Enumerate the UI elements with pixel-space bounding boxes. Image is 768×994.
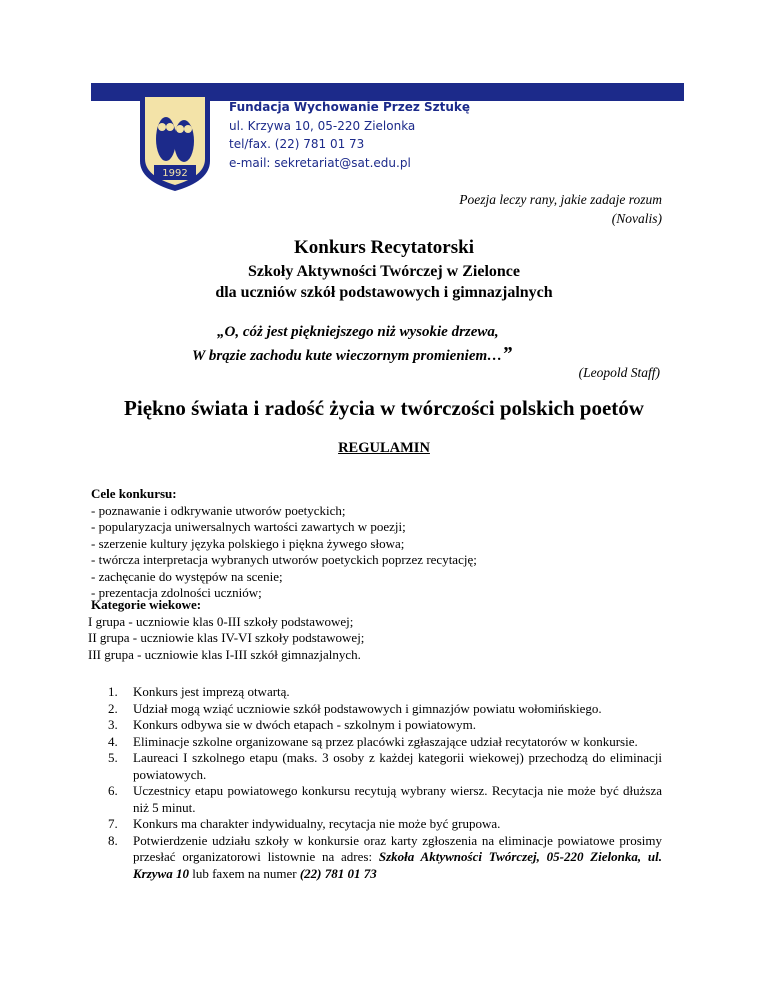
fax-number: (22) 781 01 73 bbox=[299, 865, 377, 881]
goal-item: - zachęcanie do występów na scenie; bbox=[91, 568, 283, 584]
quote-author: (Leopold Staff) bbox=[578, 365, 660, 380]
rule-item bbox=[108, 701, 662, 718]
goal-item: - szerzenie kultury języka polskiego i piękna żywego słowa; bbox=[91, 535, 405, 551]
rule-number: 8. bbox=[108, 832, 118, 848]
rule-number: 4. bbox=[108, 733, 118, 749]
rule-text: Konkurs odbywa sie w dwóch etapach - szkolnym i powiatowym. bbox=[133, 717, 476, 732]
rule-text: Uczestnicy etapu powiatowego konkursu recytują wybrany wiersz. Recytacja nie może być dłuższa niż 5 minut. bbox=[133, 783, 662, 815]
goal-item: - prezentacja zdolności uczniów; bbox=[91, 585, 262, 600]
goal-item: - poznawanie i odkrywanie utworów poetyckich; bbox=[91, 502, 346, 518]
org-phone: tel/fax. (22) 781 01 73 bbox=[229, 137, 365, 151]
subtitle-line-1: Szkoły Aktywności Twórczej w Zielonce bbox=[248, 263, 520, 280]
quote-close-mark: ” bbox=[502, 343, 513, 365]
quote-line-2: W brązie zachodu kute wieczornym promieniem… bbox=[192, 348, 503, 364]
logo-year: 1992 bbox=[162, 168, 188, 179]
rule-item bbox=[108, 717, 662, 734]
rule-item bbox=[108, 783, 662, 816]
foundation-logo bbox=[136, 91, 214, 193]
poem-quote bbox=[192, 321, 512, 367]
contest-subtitle bbox=[0, 262, 768, 303]
org-name: Fundacja Wychowanie Przez Sztukę bbox=[229, 100, 471, 114]
rule-number: 3. bbox=[108, 717, 118, 732]
goal-item: - popularyzacja uniwersalnych wartości zawartych w poezji; bbox=[91, 519, 406, 534]
rule-item bbox=[108, 750, 662, 783]
regulations-heading: REGULAMIN bbox=[338, 440, 430, 456]
school-address: Szkoła Aktywności Twórczej, 05-220 Zielonka, ul. Krzywa 10 bbox=[133, 849, 663, 881]
rule-text-mid: lub faxem na numer bbox=[188, 865, 300, 881]
contest-title: Konkurs Recytatorski bbox=[294, 237, 474, 258]
rule-text: Konkurs ma charakter indywidualny, recytacja nie może być grupowa. bbox=[133, 816, 501, 831]
category-item: I grupa - uczniowie klas 0-III szkoły podstawowej; bbox=[88, 613, 354, 629]
category-item: III grupa - uczniowie klas I-III szkół gimnazjalnych. bbox=[88, 646, 361, 662]
rule-number: 2. bbox=[108, 700, 118, 716]
organization-info bbox=[229, 98, 470, 172]
rule-text: Eliminacje szkolne organizowane są przez placówki zgłaszające udział recytatorów w konkursie. bbox=[133, 733, 638, 749]
quote-line-1: „O, cóż jest piękniejszego niż wysokie drzewa, bbox=[217, 324, 499, 340]
rule-number: 6. bbox=[108, 783, 118, 798]
motto bbox=[459, 190, 662, 228]
contest-theme: Piękno świata i radość życia w twórczości polskich poetów bbox=[124, 396, 644, 420]
goal-item: - twórcza interpretacja wybranych utworów poetyckich poprzez recytację; bbox=[91, 552, 477, 567]
categories-heading: Kategorie wiekowe: bbox=[91, 597, 202, 612]
rule-number: 1. bbox=[108, 684, 118, 699]
rule-text: Udział mogą wziąć uczniowie szkół podstawowych i gimnazjów powiatu wołomińskiego. bbox=[133, 700, 602, 716]
category-item: II grupa - uczniowie klas IV-VI szkoły podstawowej; bbox=[88, 630, 365, 645]
org-email[interactable]: e-mail: sekretariat@sat.edu.pl bbox=[229, 155, 411, 170]
rule-text: Potwierdzenie udziału szkoły w konkursie oraz karty zgłoszenia na eliminacje powiatowe prosimy przesłać organizatorowi listownie na adres: bbox=[133, 832, 662, 864]
rule-text: Konkurs jest imprezą otwartą. bbox=[133, 684, 290, 699]
org-address: ul. Krzywa 10, 05-220 Zielonka bbox=[229, 118, 416, 133]
rules-list bbox=[108, 684, 662, 882]
rule-item bbox=[108, 833, 662, 883]
subtitle-line-2: dla uczniów szkół podstawowych i gimnazjalnych bbox=[215, 283, 553, 301]
rule-item bbox=[108, 816, 662, 833]
rule-number: 7. bbox=[108, 816, 118, 831]
rule-number: 5. bbox=[108, 750, 118, 765]
rule-item bbox=[108, 734, 662, 751]
rule-item bbox=[108, 684, 662, 701]
rule-text: Laureaci I szkolnego etapu (maks. 3 osoby z każdej kategorii wiekowej) przechodzą do eliminacji powiatowych. bbox=[133, 750, 662, 782]
goals-heading: Cele konkursu: bbox=[91, 486, 177, 501]
motto-text: Poezja leczy rany, jakie zadaje rozum bbox=[459, 192, 662, 207]
goals-section bbox=[91, 486, 477, 602]
categories-section bbox=[88, 597, 364, 663]
motto-author: (Novalis) bbox=[611, 211, 662, 226]
